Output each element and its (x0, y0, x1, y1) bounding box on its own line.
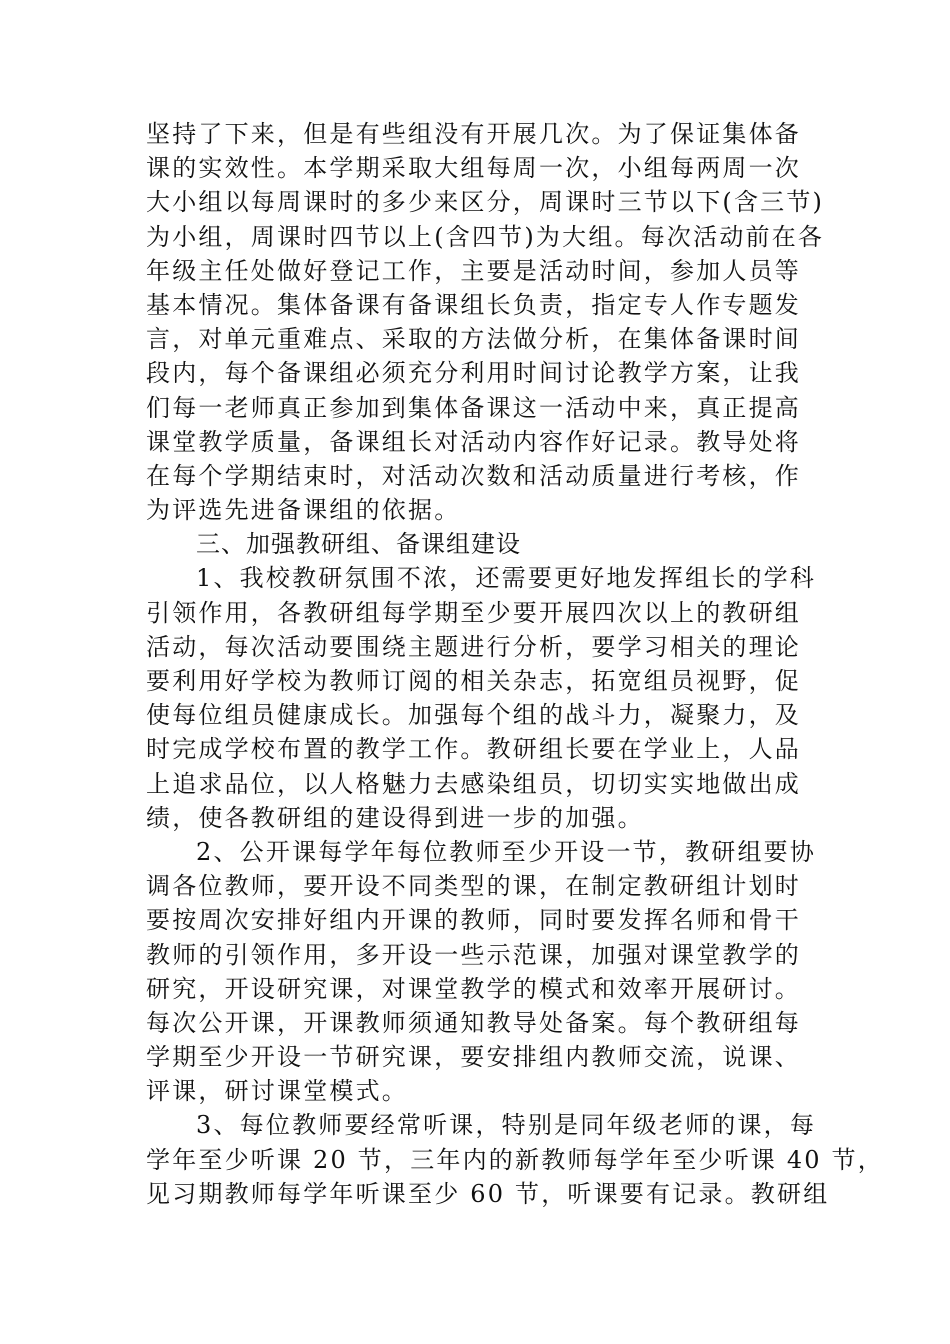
text-line: 使每位组员健康成长。加强每个组的战斗力，凝聚力，及 (146, 701, 801, 730)
text-line: 为评选先进备课组的依据。 (146, 496, 461, 525)
text-line: 们每一老师真正参加到集体备课这一活动中来，真正提高 (146, 393, 801, 422)
text-line: 基本情况。集体备课有备课组长负责，指定专人作专题发 (146, 290, 801, 319)
text-line: 课的实效性。本学期采取大组每周一次，小组每两周一次 (146, 154, 801, 183)
text-line: 调各位教师，要开设不同类型的课，在制定教研组计划时 (146, 872, 801, 901)
text-line: 引领作用，各教研组每学期至少要开展四次以上的教研组 (146, 598, 801, 627)
text-line: 大小组以每周课时的多少来区分，周课时三节以下(含三节) (146, 188, 825, 217)
text-line: 每次公开课，开课教师须通知教导处备案。每个教研组每 (146, 1008, 801, 1037)
text-line: 教师的引领作用，多开设一些示范课，加强对课堂教学的 (146, 940, 801, 969)
paragraph-first-line: 1、我校教研氛围不浓，还需要更好地发挥组长的学科 (196, 564, 817, 593)
text-line: 坚持了下来，但是有些组没有开展几次。为了保证集体备 (146, 120, 801, 148)
text-line: 时完成学校布置的教学工作。教研组长要在学业上，人品 (146, 735, 801, 764)
text-line: 课堂教学质量，备课组长对活动内容作好记录。教导处将 (146, 427, 801, 456)
text-line: 见习期教师每学年听课至少 60 节，听课要有记录。教研组 (146, 1179, 830, 1208)
text-line: 绩，使各教研组的建设得到进一步的加强。 (146, 803, 644, 832)
text-line: 在每个学期结束时，对活动次数和活动质量进行考核，作 (146, 461, 801, 490)
paragraph-first-line: 3、每位教师要经常听课，特别是同年级老师的课，每 (196, 1111, 817, 1140)
text-line: 年级主任处做好登记工作，主要是活动时间，参加人员等 (146, 256, 801, 285)
text-line: 为小组，周课时四节以上(含四节)为大组。每次活动前在各 (146, 222, 825, 251)
text-line: 要按周次安排好组内开课的教师，同时要发挥名师和骨干 (146, 906, 801, 935)
text-line: 研究，开设研究课，对课堂教学的模式和效率开展研讨。 (146, 974, 801, 1003)
paragraph-first-line: 2、公开课每学年每位教师至少开设一节，教研组要协 (196, 837, 817, 866)
text-line: 段内，每个备课组必须充分利用时间讨论教学方案，让我 (146, 359, 801, 388)
text-line: 活动，每次活动要围绕主题进行分析，要学习相关的理论 (146, 632, 801, 661)
text-line: 言，对单元重难点、采取的方法做分析，在集体备课时间 (146, 325, 801, 354)
text-line: 上追求品位，以人格魅力去感染组员，切切实实地做出成 (146, 769, 801, 798)
document-body (146, 117, 884, 1211)
section-heading: 三、加强教研组、备课组建设 (196, 530, 521, 559)
text-line: 要利用好学校为教师订阅的相关杂志，拓宽组员视野，促 (146, 667, 801, 695)
text-line: 学期至少开设一节研究课，要安排组内教师交流，说课、 (146, 1043, 801, 1072)
text-line: 评课，研讨课堂模式。 (146, 1077, 408, 1106)
text-line: 学年至少听课 20 节，三年内的新教师每学年至少听课 40 节， (146, 1145, 884, 1174)
